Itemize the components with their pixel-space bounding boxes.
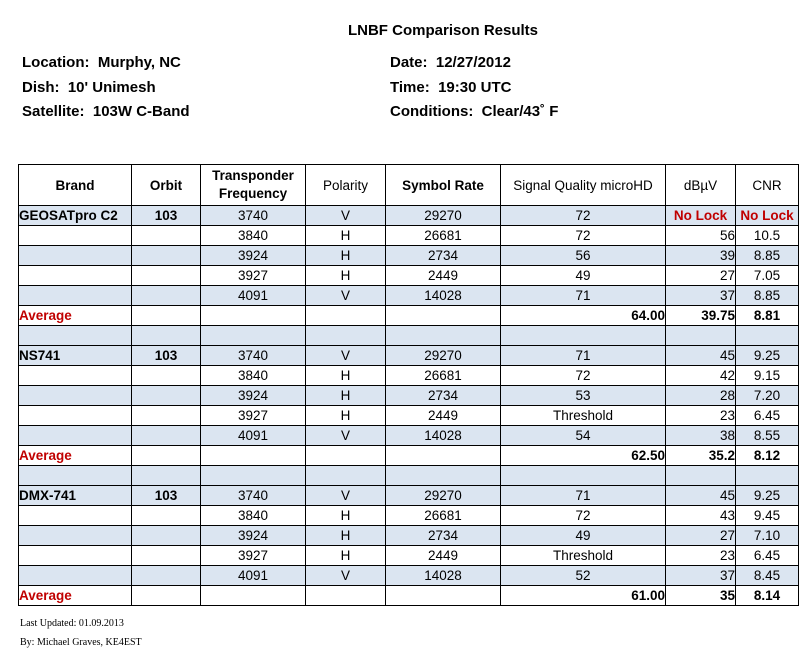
symbol-rate-cell: 2734 xyxy=(386,526,501,546)
cnr-cell: 9.25 xyxy=(736,346,799,366)
header-polarity: Polarity xyxy=(306,165,386,206)
cnr-cell: 10.5 xyxy=(736,226,799,246)
empty-cell xyxy=(201,306,306,326)
empty-cell xyxy=(132,586,201,606)
cnr-cell: 7.20 xyxy=(736,386,799,406)
dbuv-cell: 39 xyxy=(666,246,736,266)
conditions-line xyxy=(390,103,558,120)
polarity-cell: V xyxy=(306,206,386,226)
header-brand: Brand xyxy=(19,165,132,206)
cnr-cell: 9.15 xyxy=(736,366,799,386)
orbit-cell xyxy=(132,526,201,546)
conditions-label: Conditions: xyxy=(390,103,474,120)
empty-cell xyxy=(501,466,666,486)
location-label: Location: xyxy=(22,54,90,71)
page-title: LNBF Comparison Results xyxy=(347,22,539,39)
satellite-value: 103W C-Band xyxy=(92,103,190,120)
average-cnr: 8.81 xyxy=(736,306,799,326)
table-row xyxy=(19,526,799,546)
symbol-rate-cell: 14028 xyxy=(386,566,501,586)
empty-cell xyxy=(386,586,501,606)
average-signal-quality: 62.50 xyxy=(501,446,666,466)
empty-cell xyxy=(201,446,306,466)
time-label: Time: xyxy=(390,79,430,96)
symbol-rate-cell: 14028 xyxy=(386,286,501,306)
average-dbuv: 35.2 xyxy=(666,446,736,466)
cnr-cell: 7.05 xyxy=(736,266,799,286)
average-row xyxy=(19,306,799,326)
dish-label: Dish: xyxy=(22,79,60,96)
signal-quality-cell: 53 xyxy=(501,386,666,406)
polarity-cell: H xyxy=(306,386,386,406)
table-row xyxy=(19,486,799,506)
table-row xyxy=(19,566,799,586)
dbuv-cell: No Lock xyxy=(666,206,736,226)
cnr-cell: 8.85 xyxy=(736,286,799,306)
empty-cell xyxy=(19,466,132,486)
date-value: 12/27/2012 xyxy=(435,54,511,71)
signal-quality-cell: 72 xyxy=(501,366,666,386)
location-line xyxy=(22,54,181,71)
empty-cell xyxy=(501,326,666,346)
average-signal-quality: 61.00 xyxy=(501,586,666,606)
spacer-row xyxy=(19,466,799,486)
signal-quality-cell: 49 xyxy=(501,266,666,286)
empty-cell xyxy=(201,466,306,486)
signal-quality-cell: 71 xyxy=(501,486,666,506)
symbol-rate-cell: 26681 xyxy=(386,366,501,386)
brand-cell: DMX-741 xyxy=(19,486,132,506)
average-row xyxy=(19,446,799,466)
brand-cell xyxy=(19,266,132,286)
empty-cell xyxy=(666,466,736,486)
brand-cell xyxy=(19,526,132,546)
signal-quality-cell: Threshold xyxy=(501,406,666,426)
signal-quality-cell: 72 xyxy=(501,506,666,526)
dbuv-cell: 23 xyxy=(666,546,736,566)
average-label: Average xyxy=(19,306,132,326)
table-row xyxy=(19,246,799,266)
dbuv-cell: 42 xyxy=(666,366,736,386)
brand-cell xyxy=(19,226,132,246)
symbol-rate-cell: 26681 xyxy=(386,226,501,246)
header-cnr: CNR xyxy=(736,165,799,206)
header-dbuv: dBµV xyxy=(666,165,736,206)
brand-cell xyxy=(19,406,132,426)
table-row xyxy=(19,366,799,386)
dbuv-cell: 43 xyxy=(666,506,736,526)
empty-cell xyxy=(306,586,386,606)
dbuv-cell: 56 xyxy=(666,226,736,246)
orbit-cell xyxy=(132,406,201,426)
symbol-rate-cell: 29270 xyxy=(386,206,501,226)
empty-cell xyxy=(666,326,736,346)
symbol-rate-cell: 14028 xyxy=(386,426,501,446)
orbit-cell xyxy=(132,366,201,386)
orbit-cell xyxy=(132,286,201,306)
orbit-cell: 103 xyxy=(132,206,201,226)
average-signal-quality: 64.00 xyxy=(501,306,666,326)
frequency-cell: 3740 xyxy=(201,206,306,226)
table-row xyxy=(19,426,799,446)
frequency-cell: 4091 xyxy=(201,426,306,446)
dbuv-cell: 38 xyxy=(666,426,736,446)
header-transponder-line1: Transponder xyxy=(212,168,294,183)
table-row xyxy=(19,226,799,246)
header-transponder-line2: Frequency xyxy=(218,186,288,201)
dbuv-cell: 27 xyxy=(666,526,736,546)
table-row xyxy=(19,206,799,226)
polarity-cell: V xyxy=(306,286,386,306)
frequency-cell: 4091 xyxy=(201,566,306,586)
header-symbol-rate: Symbol Rate xyxy=(386,165,501,206)
table-header-row xyxy=(19,165,799,206)
time-value: 19:30 UTC xyxy=(438,79,512,96)
cnr-cell: No Lock xyxy=(736,206,799,226)
date-label: Date: xyxy=(390,54,428,71)
symbol-rate-cell: 2449 xyxy=(386,406,501,426)
dbuv-cell: 37 xyxy=(666,286,736,306)
orbit-cell xyxy=(132,226,201,246)
table-row xyxy=(19,406,799,426)
empty-cell xyxy=(306,306,386,326)
polarity-cell: H xyxy=(306,246,386,266)
results-body xyxy=(19,206,799,606)
symbol-rate-cell: 26681 xyxy=(386,506,501,526)
brand-cell xyxy=(19,286,132,306)
table-row xyxy=(19,346,799,366)
symbol-rate-cell: 2734 xyxy=(386,386,501,406)
brand-cell: NS741 xyxy=(19,346,132,366)
empty-cell xyxy=(201,586,306,606)
cnr-cell: 8.45 xyxy=(736,566,799,586)
dbuv-cell: 23 xyxy=(666,406,736,426)
frequency-cell: 4091 xyxy=(201,286,306,306)
brand-cell xyxy=(19,426,132,446)
frequency-cell: 3924 xyxy=(201,386,306,406)
dbuv-cell: 28 xyxy=(666,386,736,406)
polarity-cell: V xyxy=(306,566,386,586)
signal-quality-cell: 71 xyxy=(501,286,666,306)
polarity-cell: H xyxy=(306,526,386,546)
empty-cell xyxy=(306,446,386,466)
orbit-cell xyxy=(132,266,201,286)
table-row xyxy=(19,546,799,566)
signal-quality-cell: 49 xyxy=(501,526,666,546)
dish-line xyxy=(22,79,156,96)
frequency-cell: 3840 xyxy=(201,506,306,526)
empty-cell xyxy=(736,326,799,346)
dbuv-cell: 45 xyxy=(666,486,736,506)
brand-cell xyxy=(19,546,132,566)
signal-quality-cell: Threshold xyxy=(501,546,666,566)
symbol-rate-cell: 2449 xyxy=(386,546,501,566)
polarity-cell: H xyxy=(306,506,386,526)
signal-quality-cell: 71 xyxy=(501,346,666,366)
satellite-label: Satellite: xyxy=(22,103,85,120)
brand-cell xyxy=(19,386,132,406)
signal-quality-cell: 54 xyxy=(501,426,666,446)
frequency-cell: 3924 xyxy=(201,246,306,266)
frequency-cell: 3927 xyxy=(201,266,306,286)
polarity-cell: H xyxy=(306,266,386,286)
empty-cell xyxy=(386,446,501,466)
average-dbuv: 39.75 xyxy=(666,306,736,326)
table-row xyxy=(19,506,799,526)
signal-quality-cell: 56 xyxy=(501,246,666,266)
brand-cell: GEOSATpro C2 xyxy=(19,206,132,226)
polarity-cell: H xyxy=(306,226,386,246)
empty-cell xyxy=(201,326,306,346)
empty-cell xyxy=(386,326,501,346)
frequency-cell: 3740 xyxy=(201,486,306,506)
table-row xyxy=(19,286,799,306)
frequency-cell: 3924 xyxy=(201,526,306,546)
average-cnr: 8.12 xyxy=(736,446,799,466)
cnr-cell: 8.55 xyxy=(736,426,799,446)
dbuv-cell: 45 xyxy=(666,346,736,366)
satellite-line xyxy=(22,103,190,120)
empty-cell xyxy=(132,466,201,486)
orbit-cell: 103 xyxy=(132,346,201,366)
cnr-cell: 7.10 xyxy=(736,526,799,546)
spacer-row xyxy=(19,326,799,346)
empty-cell xyxy=(132,326,201,346)
header-transponder-frequency xyxy=(201,165,306,206)
polarity-cell: H xyxy=(306,366,386,386)
empty-cell xyxy=(386,466,501,486)
symbol-rate-cell: 29270 xyxy=(386,346,501,366)
symbol-rate-cell: 2449 xyxy=(386,266,501,286)
brand-cell xyxy=(19,366,132,386)
header-signal-quality: Signal Quality microHD xyxy=(501,165,666,206)
cnr-cell: 9.25 xyxy=(736,486,799,506)
polarity-cell: H xyxy=(306,406,386,426)
date-line xyxy=(390,54,511,71)
polarity-cell: H xyxy=(306,546,386,566)
average-row xyxy=(19,586,799,606)
symbol-rate-cell: 29270 xyxy=(386,486,501,506)
conditions-value: Clear/43˚ F xyxy=(481,103,559,120)
signal-quality-cell: 72 xyxy=(501,226,666,246)
empty-cell xyxy=(386,306,501,326)
empty-cell xyxy=(736,466,799,486)
polarity-cell: V xyxy=(306,426,386,446)
brand-cell xyxy=(19,506,132,526)
cnr-cell: 8.85 xyxy=(736,246,799,266)
signal-quality-cell: 52 xyxy=(501,566,666,586)
polarity-cell: V xyxy=(306,486,386,506)
polarity-cell: V xyxy=(306,346,386,366)
brand-cell xyxy=(19,246,132,266)
empty-cell xyxy=(19,326,132,346)
location-value: Murphy, NC xyxy=(97,54,181,71)
frequency-cell: 3740 xyxy=(201,346,306,366)
header-orbit: Orbit xyxy=(132,165,201,206)
frequency-cell: 3927 xyxy=(201,406,306,426)
average-label: Average xyxy=(19,586,132,606)
dish-value: 10' Unimesh xyxy=(67,79,156,96)
orbit-cell: 103 xyxy=(132,486,201,506)
table-row xyxy=(19,386,799,406)
empty-cell xyxy=(306,466,386,486)
average-cnr: 8.14 xyxy=(736,586,799,606)
author-note: By: Michael Graves, KE4EST xyxy=(20,637,142,648)
empty-cell xyxy=(306,326,386,346)
symbol-rate-cell: 2734 xyxy=(386,246,501,266)
brand-cell xyxy=(19,566,132,586)
average-label: Average xyxy=(19,446,132,466)
results-table xyxy=(18,164,799,606)
average-dbuv: 35 xyxy=(666,586,736,606)
cnr-cell: 6.45 xyxy=(736,406,799,426)
table-row xyxy=(19,266,799,286)
orbit-cell xyxy=(132,546,201,566)
dbuv-cell: 37 xyxy=(666,566,736,586)
frequency-cell: 3840 xyxy=(201,366,306,386)
signal-quality-cell: 72 xyxy=(501,206,666,226)
orbit-cell xyxy=(132,506,201,526)
cnr-cell: 6.45 xyxy=(736,546,799,566)
orbit-cell xyxy=(132,426,201,446)
cnr-cell: 9.45 xyxy=(736,506,799,526)
dbuv-cell: 27 xyxy=(666,266,736,286)
last-updated-note: Last Updated: 01.09.2013 xyxy=(20,618,124,629)
orbit-cell xyxy=(132,246,201,266)
frequency-cell: 3840 xyxy=(201,226,306,246)
orbit-cell xyxy=(132,566,201,586)
frequency-cell: 3927 xyxy=(201,546,306,566)
orbit-cell xyxy=(132,386,201,406)
empty-cell xyxy=(132,306,201,326)
empty-cell xyxy=(132,446,201,466)
time-line xyxy=(390,79,511,96)
